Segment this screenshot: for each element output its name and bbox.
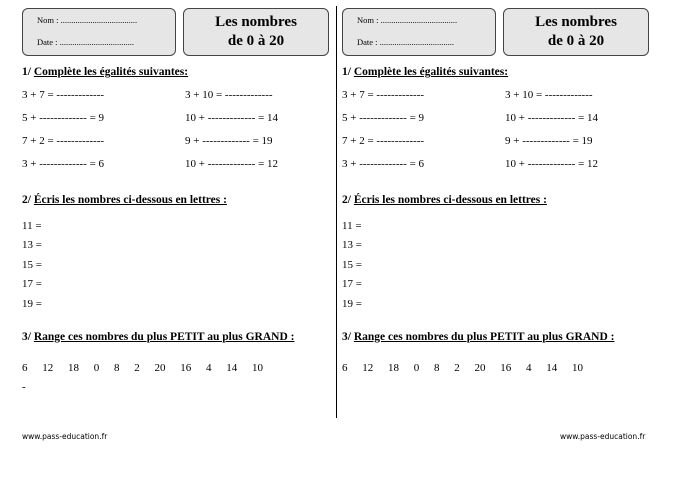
title-line-2: de 0 à 20 <box>547 33 605 49</box>
number-to-write[interactable]: 11 = <box>342 220 362 232</box>
equation[interactable]: 3 + ------------- = 6 <box>22 158 105 170</box>
name-date-box <box>342 8 496 56</box>
number-to-write[interactable]: 15 = <box>22 259 42 271</box>
number-item: 12 <box>362 362 374 374</box>
number-item: 8 <box>114 362 120 374</box>
number-item: 6 <box>22 362 28 374</box>
footer-website: www.pass-education.fr <box>22 432 108 441</box>
equation[interactable]: 5 + ------------- = 9 <box>22 112 105 124</box>
number-item: 16 <box>500 362 512 374</box>
number-to-write[interactable]: 11 = <box>22 220 42 232</box>
title-line-1: Les nombres <box>535 14 617 30</box>
equation[interactable]: 10 + ------------- = 12 <box>505 158 599 170</box>
number-item: 20 <box>154 362 166 374</box>
number-to-write[interactable]: 15 = <box>342 259 362 271</box>
number-to-write[interactable]: 13 = <box>22 239 42 251</box>
exercise-1-heading <box>342 66 508 78</box>
number-to-write[interactable]: 19 = <box>342 298 362 310</box>
number-item: 16 <box>180 362 192 374</box>
number-item: 2 <box>454 362 460 374</box>
page-divider <box>336 6 337 418</box>
equation[interactable]: 3 + ------------- = 6 <box>342 158 425 170</box>
number-item: 0 <box>93 362 100 374</box>
exercise-3-title: Range ces nombres du plus PETIT au plus GRAND : <box>353 331 615 343</box>
name-field[interactable]: Nom : .................................... <box>37 15 138 25</box>
exercise-1-number: 1/ <box>342 66 351 78</box>
equation[interactable]: 7 + 2 = ------------- <box>22 135 105 147</box>
title-box <box>503 8 649 56</box>
number-item: 2 <box>134 362 140 374</box>
number-item: 18 <box>68 362 79 374</box>
equation[interactable]: 3 + 7 = ------------- <box>22 89 105 101</box>
equation[interactable]: 3 + 10 = ------------- <box>505 89 593 101</box>
exercise-2-heading <box>342 194 547 206</box>
name-field[interactable]: Nom : .................................... <box>357 15 458 25</box>
equation[interactable]: 7 + 2 = ------------- <box>342 135 425 147</box>
number-item: 18 <box>388 362 399 374</box>
equation[interactable]: 10 + ------------- = 14 <box>185 112 279 124</box>
exercise-1-title: Complète les égalités suivantes: <box>353 66 509 78</box>
exercise-2-number: 2/ <box>342 194 351 206</box>
exercise-1-heading <box>22 66 188 78</box>
exercise-3-heading <box>22 331 294 343</box>
number-to-write[interactable]: 17 = <box>342 278 362 290</box>
worksheet-left <box>0 0 330 480</box>
date-field[interactable]: Date : ................................... <box>37 37 135 47</box>
title-box <box>183 8 329 56</box>
number-to-write[interactable]: 19 = <box>22 298 42 310</box>
exercise-3-number: 3/ <box>22 331 31 343</box>
numbers-to-sort <box>22 362 275 374</box>
equation[interactable]: 5 + ------------- = 9 <box>342 112 425 124</box>
exercise-2-heading <box>22 194 227 206</box>
footer-website: www.pass-education.fr <box>560 432 646 441</box>
title-line-1: Les nombres <box>215 14 297 30</box>
number-item: 12 <box>42 362 54 374</box>
equation[interactable]: 10 + ------------- = 14 <box>505 112 599 124</box>
number-item: 10 <box>572 362 583 374</box>
exercise-3-title: Range ces nombres du plus PETIT au plus GRAND : <box>33 331 295 343</box>
number-item: 0 <box>413 362 420 374</box>
number-to-write[interactable]: 17 = <box>22 278 42 290</box>
equation[interactable]: 9 + ------------- = 19 <box>185 135 273 147</box>
answer-dash: - <box>22 381 26 393</box>
numbers-to-sort <box>342 362 595 374</box>
exercise-1-number: 1/ <box>22 66 31 78</box>
number-item: 6 <box>342 362 348 374</box>
title-line-2: de 0 à 20 <box>227 33 285 49</box>
exercise-2-number: 2/ <box>22 194 31 206</box>
number-item: 10 <box>252 362 263 374</box>
exercise-3-number: 3/ <box>342 331 351 343</box>
worksheet-right <box>338 0 668 480</box>
equation[interactable]: 3 + 7 = ------------- <box>342 89 425 101</box>
number-item: 8 <box>434 362 440 374</box>
exercise-2-title: Écris les nombres ci-dessous en lettres : <box>353 194 547 206</box>
date-field[interactable]: Date : ................................... <box>357 37 455 47</box>
equation[interactable]: 10 + ------------- = 12 <box>185 158 279 170</box>
name-date-box <box>22 8 176 56</box>
exercise-1-title: Complète les égalités suivantes: <box>33 66 189 78</box>
exercise-2-title: Écris les nombres ci-dessous en lettres : <box>33 194 227 206</box>
exercise-3-heading <box>342 331 614 343</box>
number-item: 14 <box>226 362 238 374</box>
equation[interactable]: 9 + ------------- = 19 <box>505 135 593 147</box>
number-item: 4 <box>206 362 212 374</box>
number-item: 20 <box>474 362 486 374</box>
number-to-write[interactable]: 13 = <box>342 239 362 251</box>
equation[interactable]: 3 + 10 = ------------- <box>185 89 273 101</box>
number-item: 4 <box>526 362 532 374</box>
number-item: 14 <box>546 362 558 374</box>
